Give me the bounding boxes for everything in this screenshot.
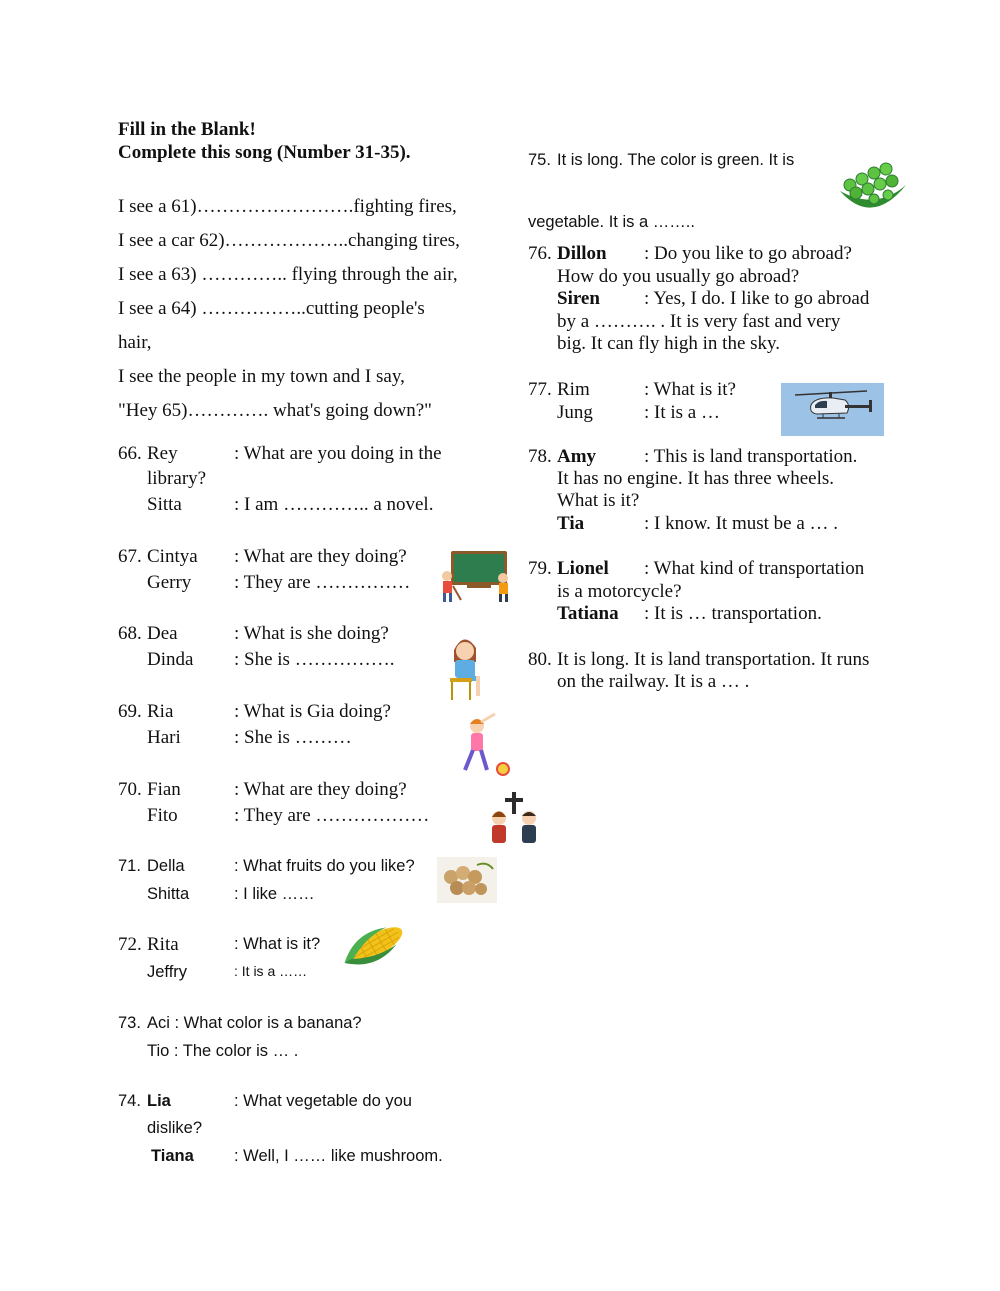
q74-speaker-1: Lia — [147, 1092, 171, 1110]
q80-number: 80. — [528, 649, 552, 670]
q78-number: 78. — [528, 446, 552, 467]
girl-exercising-illustration — [447, 712, 517, 778]
q72-speaker-1: Rita — [147, 934, 179, 955]
q79-speaker-2: Tatiana — [557, 603, 619, 624]
q74-line-1: : What vegetable do you — [234, 1092, 412, 1110]
helicopter-illustration — [781, 383, 884, 436]
song-line-62: I see a car 62)………………..changing tires, — [118, 230, 460, 251]
q77-line-2: : It is a … — [644, 402, 720, 423]
q78-speaker-2: Tia — [557, 513, 585, 534]
q70-line-1: : What are they doing? — [234, 779, 407, 800]
q66-line-1-cont: library? — [147, 468, 207, 489]
q77-speaker-2: Jung — [557, 402, 593, 423]
q71-number: 71. — [118, 857, 141, 875]
q71-line-2: : I like …… — [234, 885, 315, 903]
q70-number: 70. — [118, 779, 142, 800]
q71-speaker-2: Shitta — [147, 885, 190, 903]
q72-line-1: : What is it? — [234, 935, 321, 953]
q69-line-1: : What is Gia doing? — [234, 701, 391, 722]
q76-line-2-cont: by a ………. . It is very fast and very — [557, 311, 841, 332]
q79-line-2: : It is … transportation. — [644, 603, 822, 624]
q66-line-1: : What are you doing in the — [234, 443, 442, 464]
q77-line-1: : What is it? — [644, 379, 736, 400]
q69-speaker-1: Ria — [147, 701, 174, 722]
q67-number: 67. — [118, 546, 142, 567]
q79-line-1-cont: is a motorcycle? — [557, 581, 682, 602]
q68-speaker-2: Dinda — [147, 649, 194, 670]
q70-speaker-2: Fito — [147, 805, 178, 826]
q76-line-2-cont-2: big. It can fly high in the sky. — [557, 333, 781, 354]
q79-speaker-1: Lionel — [557, 558, 609, 579]
q74-number: 74. — [118, 1092, 141, 1110]
q77-number: 77. — [528, 379, 552, 400]
q71-line-1: : What fruits do you like? — [234, 857, 415, 875]
q79-line-1: : What kind of transportation — [644, 558, 865, 579]
q80-line-1-cont: on the railway. It is a … . — [557, 671, 750, 692]
q72-number: 72. — [118, 934, 142, 955]
q72-line-2: : It is a …… — [234, 963, 308, 979]
q75-number: 75. — [528, 151, 551, 169]
q69-line-2: : She is ……… — [234, 727, 352, 748]
q68-line-1: : What is she doing? — [234, 623, 389, 644]
q76-line-1-cont: How do you usually go abroad? — [557, 266, 800, 287]
classroom-cleaning-illustration — [437, 548, 517, 604]
q68-number: 68. — [118, 623, 142, 644]
longan-fruit-illustration — [437, 857, 497, 903]
q76-number: 76. — [528, 243, 552, 264]
q66-number: 66. — [118, 443, 142, 464]
q74-line-1-cont: dislike? — [147, 1119, 203, 1137]
song-line-64-cont: hair, — [118, 332, 152, 353]
q79-number: 79. — [528, 558, 552, 579]
q74-speaker-2: Tiana — [151, 1147, 194, 1165]
q78-line-2: : I know. It must be a … . — [644, 513, 839, 534]
q66-line-2: : I am ………….. a novel. — [234, 494, 434, 515]
q76-speaker-1: Dillon — [557, 243, 607, 264]
q77-speaker-1: Rim — [557, 379, 590, 400]
q67-line-2: : They are …………… — [234, 572, 411, 593]
girl-sitting-illustration — [440, 632, 492, 702]
q67-speaker-1: Cintya — [147, 546, 198, 567]
green-peas-illustration — [836, 157, 910, 219]
q75-line-1: It is long. The color is green. It is — [557, 151, 795, 169]
corn-illustration — [334, 910, 414, 982]
q66-speaker-2: Sitta — [147, 494, 182, 515]
worksheet-subtitle: Complete this song (Number 31-35). — [118, 142, 411, 163]
q67-line-1: : What are they doing? — [234, 546, 407, 567]
q71-speaker-1: Della — [147, 857, 185, 875]
q78-speaker-1: Amy — [557, 446, 597, 467]
q69-speaker-2: Hari — [147, 727, 181, 748]
q73-number: 73. — [118, 1014, 141, 1032]
q80-line-1: It is long. It is land transportation. It runs — [557, 649, 870, 670]
song-line-town: I see the people in my town and I say, — [118, 366, 405, 387]
q78-line-1: : This is land transportation. — [644, 446, 858, 467]
q76-line-1: : Do you like to go abroad? — [644, 243, 852, 264]
song-line-64: I see a 64) ……………..cutting people's — [118, 298, 425, 319]
q78-line-1-cont-2: What is it? — [557, 490, 640, 511]
q68-line-2: : She is ……………. — [234, 649, 395, 670]
song-line-63: I see a 63) ………….. flying through the air, — [118, 264, 458, 285]
q68-speaker-1: Dea — [147, 623, 178, 644]
q76-line-2: : Yes, I do. I like to go abroad — [644, 288, 870, 309]
song-line-65: "Hey 65)…………. what's going down?" — [118, 400, 432, 421]
q69-number: 69. — [118, 701, 142, 722]
q73-line-1: Aci : What color is a banana? — [147, 1014, 362, 1032]
q70-line-2: : They are ……………… — [234, 805, 430, 826]
q74-line-2: : Well, I …… like mushroom. — [234, 1147, 443, 1165]
song-line-61: I see a 61)…………………….fighting fires, — [118, 196, 457, 217]
q66-speaker-1: Rey — [147, 443, 178, 464]
q75-line-2: vegetable. It is a …….. — [528, 213, 695, 231]
q78-line-1-cont: It has no engine. It has three wheels. — [557, 468, 834, 489]
q70-speaker-1: Fian — [147, 779, 181, 800]
worksheet-title: Fill in the Blank! — [118, 119, 256, 140]
q76-speaker-2: Siren — [557, 288, 600, 309]
q67-speaker-2: Gerry — [147, 572, 192, 593]
q72-speaker-2: Jeffry — [147, 963, 188, 981]
q73-line-2: Tio : The color is … . — [147, 1042, 299, 1060]
children-praying-illustration — [486, 790, 544, 850]
